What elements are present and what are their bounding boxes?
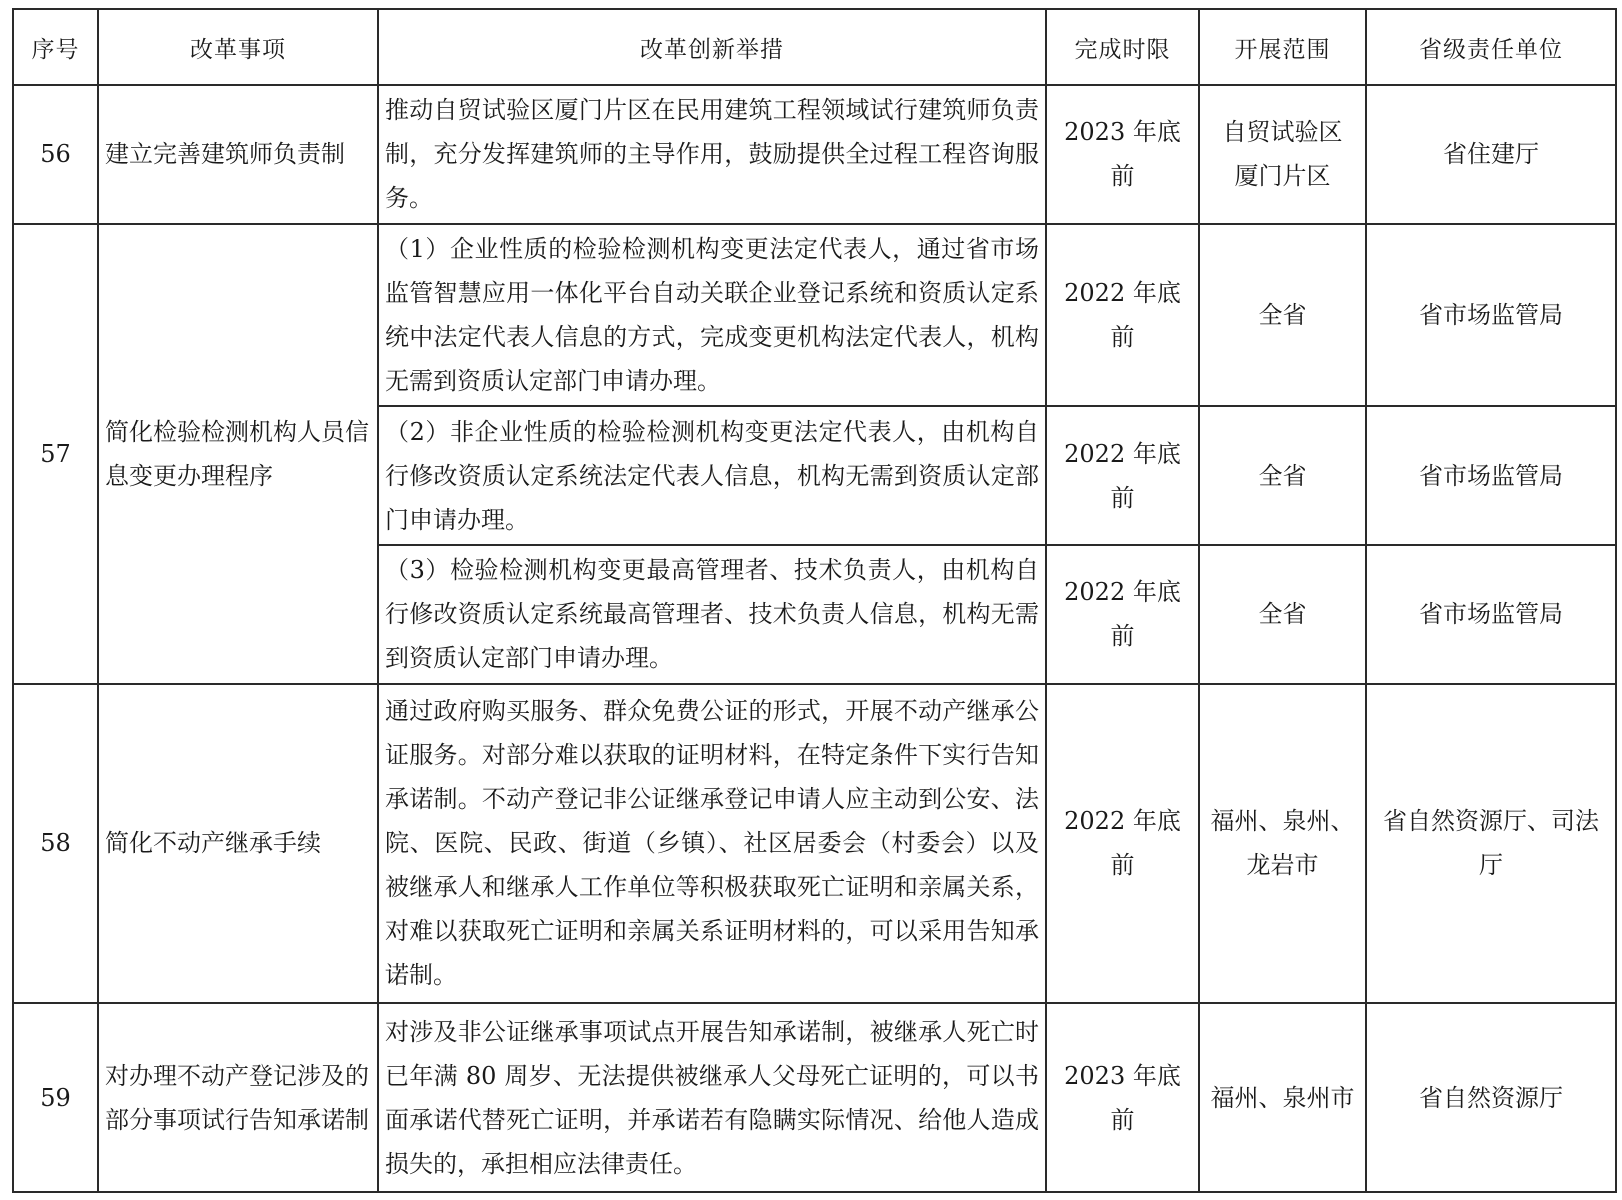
row-deadline: 2023 年底前 <box>1046 85 1199 224</box>
row-unit: 省住建厅 <box>1366 85 1616 224</box>
row-scope: 自贸试验区厦门片区 <box>1199 85 1366 224</box>
row-item: 对办理不动产登记涉及的部分事项试行告知承诺制 <box>98 1003 378 1192</box>
row-seq: 59 <box>13 1003 98 1192</box>
row-unit: 省自然资源厅、司法厅 <box>1366 684 1616 1003</box>
header-row <box>13 9 1616 85</box>
row-scope: 全省 <box>1199 224 1366 407</box>
row-scope: 全省 <box>1199 545 1366 684</box>
table-row <box>13 684 1616 1003</box>
header-measure: 改革创新举措 <box>378 9 1046 85</box>
table-row <box>13 85 1616 224</box>
row-seq: 58 <box>13 684 98 1003</box>
row-scope: 福州、泉州、龙岩市 <box>1199 684 1366 1003</box>
row-deadline: 2022 年底前 <box>1046 224 1199 407</box>
row-measure: 推动自贸试验区厦门片区在民用建筑工程领域试行建筑师负责制，充分发挥建筑师的主导作用，鼓励提供全过程工程咨询服务。 <box>378 85 1046 224</box>
row-item: 建立完善建筑师负责制 <box>98 85 378 224</box>
header-seq: 序号 <box>13 9 98 85</box>
row-deadline: 2023 年底前 <box>1046 1003 1199 1192</box>
row-item: 简化检验检测机构人员信息变更办理程序 <box>98 224 378 684</box>
row-deadline: 2022 年底前 <box>1046 684 1199 1003</box>
row-unit: 省市场监管局 <box>1366 406 1616 545</box>
row-unit: 省市场监管局 <box>1366 224 1616 407</box>
row-unit: 省市场监管局 <box>1366 545 1616 684</box>
table-row <box>13 224 1616 407</box>
header-unit: 省级责任单位 <box>1366 9 1616 85</box>
row-measure: （2）非企业性质的检验检测机构变更法定代表人，由机构自行修改资质认定系统法定代表人信息，机构无需到资质认定部门申请办理。 <box>378 406 1046 545</box>
row-unit: 省自然资源厅 <box>1366 1003 1616 1192</box>
reform-table <box>12 8 1617 1193</box>
row-item: 简化不动产继承手续 <box>98 684 378 1003</box>
row-scope: 福州、泉州市 <box>1199 1003 1366 1192</box>
header-item: 改革事项 <box>98 9 378 85</box>
row-measure: 通过政府购买服务、群众免费公证的形式，开展不动产继承公证服务。对部分难以获取的证明材料，在特定条件下实行告知承诺制。不动产登记非公证继承登记申请人应主动到公安、法院、医院、民政、街道（乡镇）、社区居委会（村委会）以及被继承人和继承人工作单位等积极获取死亡证明和亲属关系，对难以获取死亡证明和亲属关系证明材料的，可以采用告知承诺制。 <box>378 684 1046 1003</box>
row-deadline: 2022 年底前 <box>1046 545 1199 684</box>
row-deadline: 2022 年底前 <box>1046 406 1199 545</box>
row-seq: 57 <box>13 224 98 684</box>
row-seq: 56 <box>13 85 98 224</box>
header-deadline: 完成时限 <box>1046 9 1199 85</box>
header-scope: 开展范围 <box>1199 9 1366 85</box>
row-scope: 全省 <box>1199 406 1366 545</box>
row-measure: （1）企业性质的检验检测机构变更法定代表人，通过省市场监管智慧应用一体化平台自动关联企业登记系统和资质认定系统中法定代表人信息的方式，完成变更机构法定代表人，机构无需到资质认定部门申请办理。 <box>378 224 1046 407</box>
row-measure: 对涉及非公证继承事项试点开展告知承诺制，被继承人死亡时已年满 80 周岁、无法提供被继承人父母死亡证明的，可以书面承诺代替死亡证明，并承诺若有隐瞒实际情况、给他人造成损失的，承担相应法律责任。 <box>378 1003 1046 1192</box>
row-measure: （3）检验检测机构变更最高管理者、技术负责人，由机构自行修改资质认定系统最高管理者、技术负责人信息，机构无需到资质认定部门申请办理。 <box>378 545 1046 684</box>
table-row <box>13 1003 1616 1192</box>
